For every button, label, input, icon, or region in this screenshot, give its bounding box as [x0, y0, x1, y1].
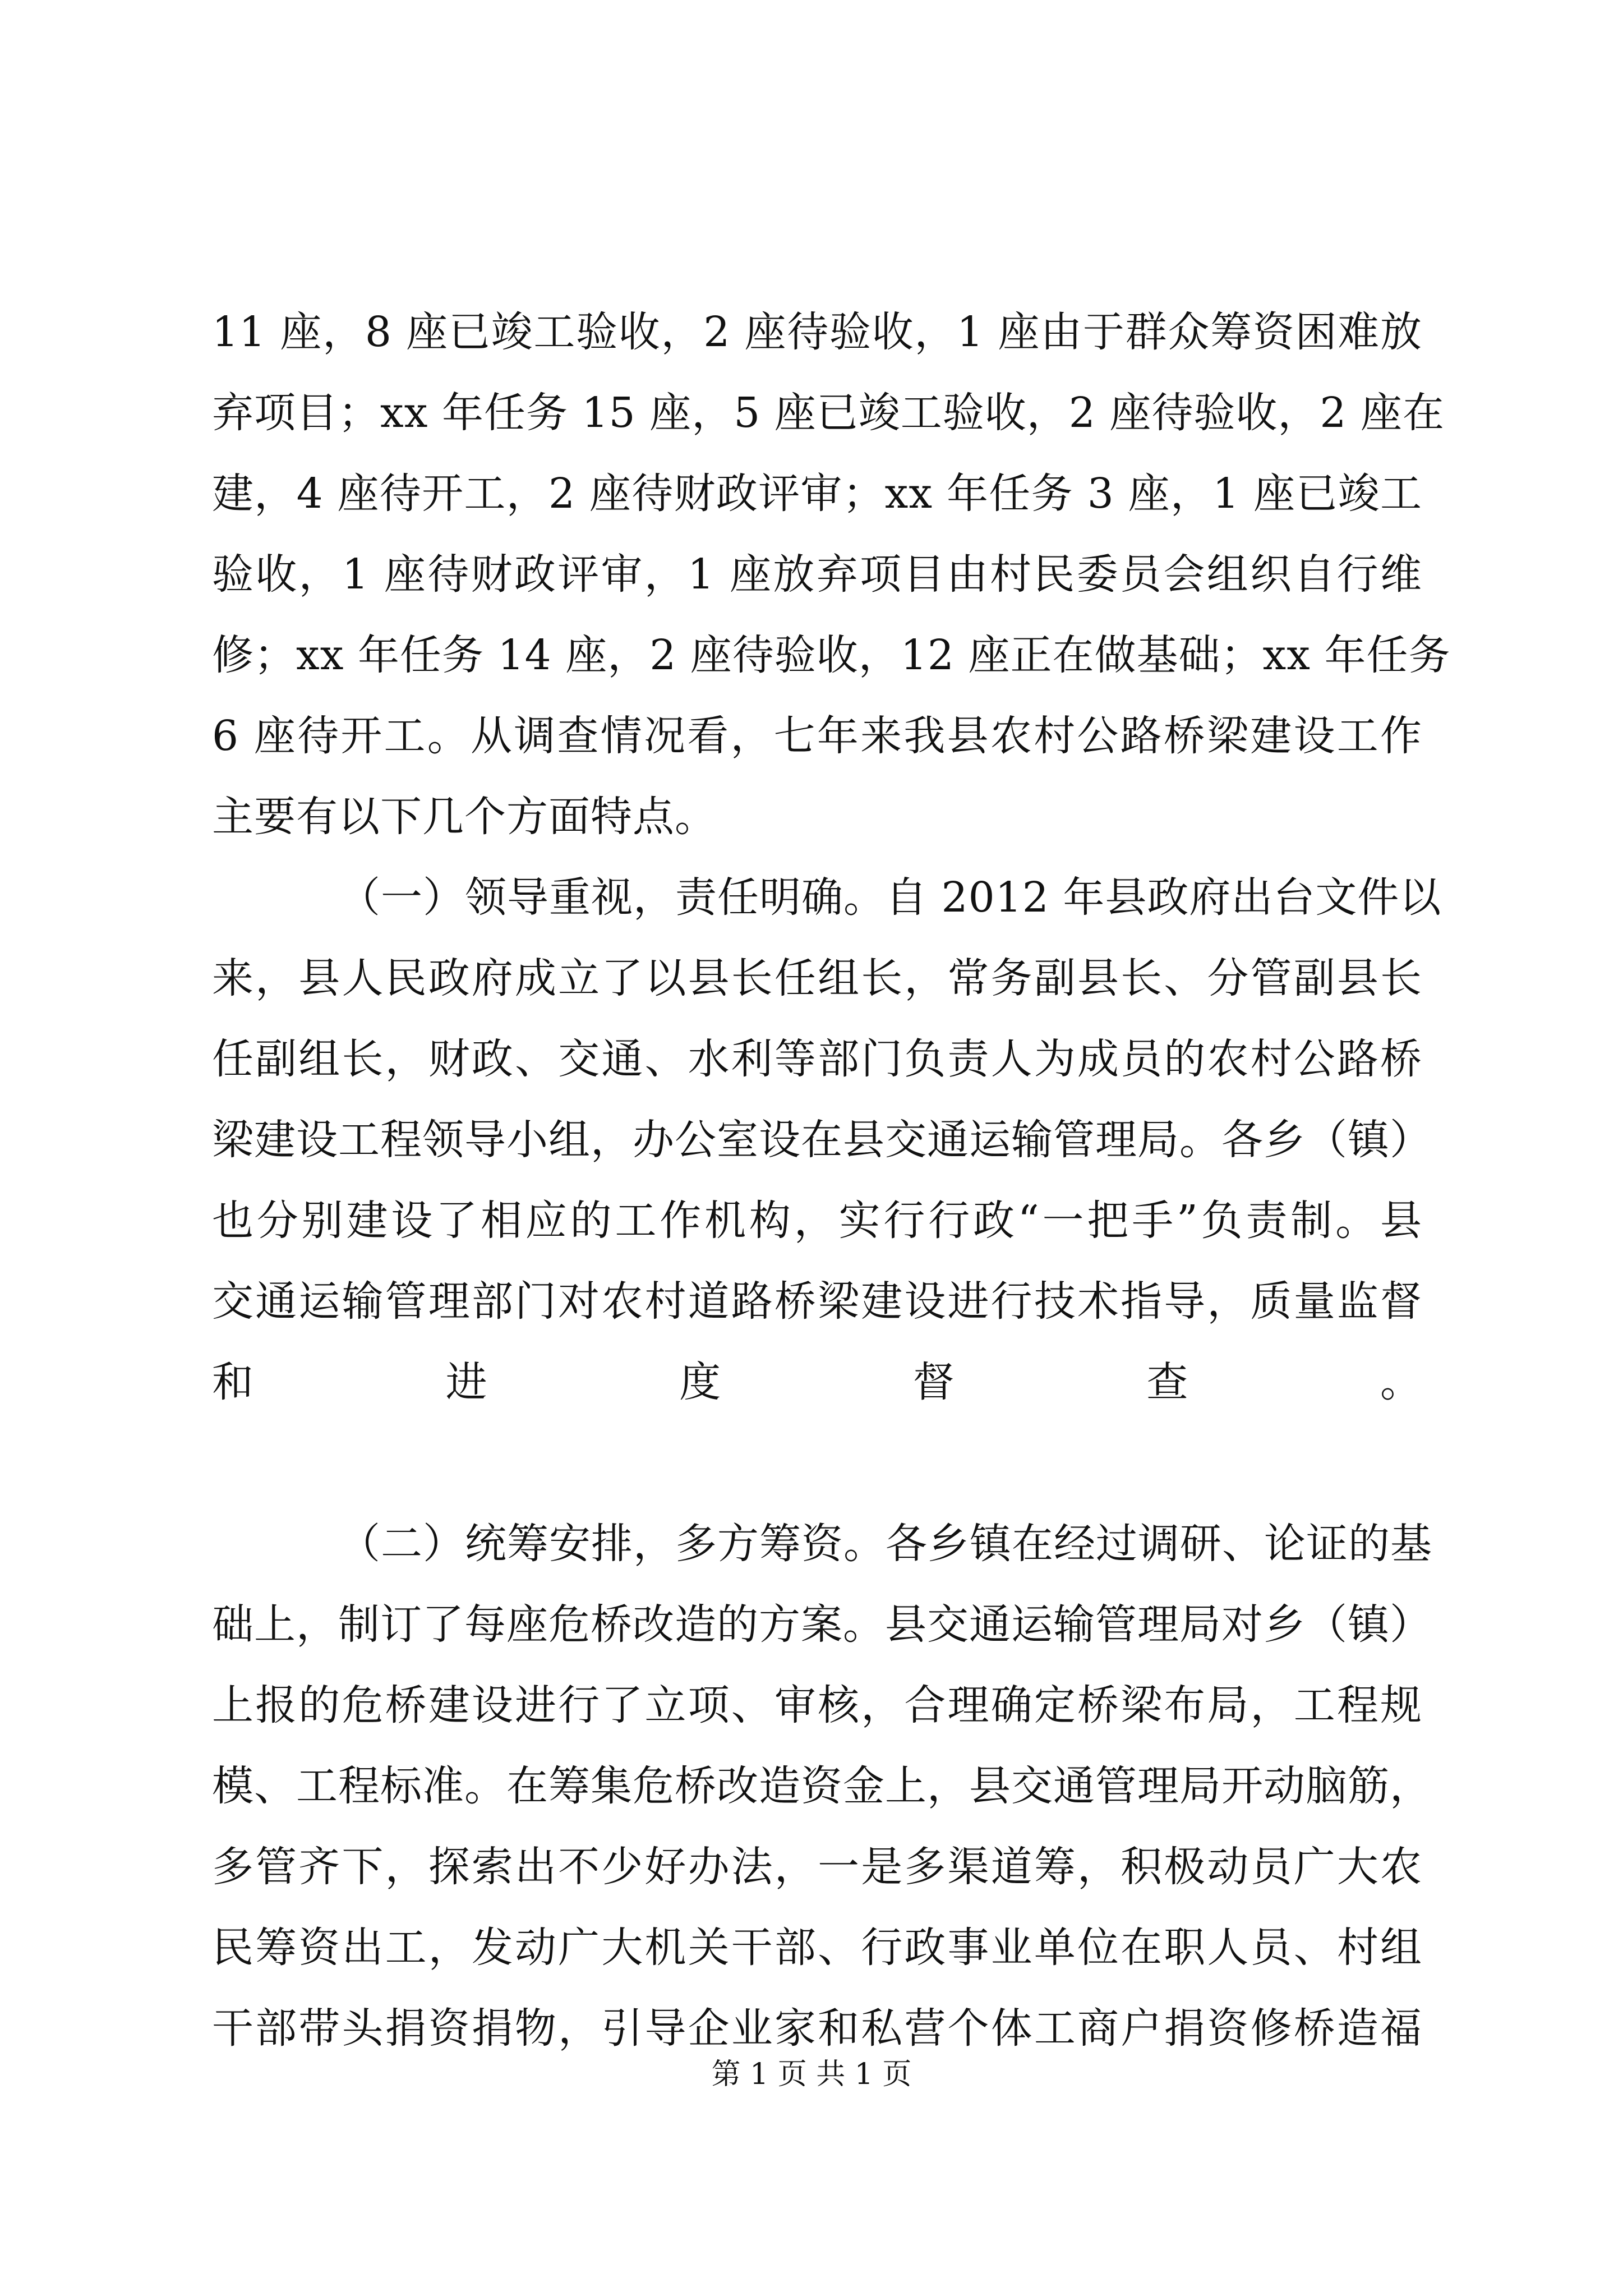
- text-line: 和进度督查。: [212, 1358, 1422, 1406]
- text-line: 民筹资出工，发动广大机关干部、行政事业单位在职人员、村组: [212, 1924, 1422, 1972]
- text-line: 干部带头捐资捐物，引导企业家和私营个体工商户捐资修桥造福: [212, 2004, 1422, 2053]
- text-line: 多管齐下，探索出不少好办法，一是多渠道筹，积极动员广大农: [212, 1843, 1422, 1891]
- text-line: 来，县人民政府成立了以县长任组长，常务副县长、分管副县长: [212, 954, 1422, 1002]
- text-line: 建，4 座待开工，2 座待财政评审；xx 年任务 3 座，1 座已竣工: [212, 470, 1422, 518]
- text-line: 11 座，8 座已竣工验收，2 座待验收，1 座由于群众筹资困难放: [212, 308, 1422, 356]
- text-line: 也分别建设了相应的工作机构，实行行政“一把手”负责制。县: [212, 1197, 1422, 1245]
- text-line: 任副组长，财政、交通、水利等部门负责人为成员的农村公路桥: [212, 1035, 1422, 1083]
- paragraph-heading-line: （二）统筹安排，多方筹资。各乡镇在经过调研、论证的基: [339, 1520, 1432, 1568]
- paragraph-heading-line: （一）领导重视，责任明确。自 2012 年县政府出台文件以: [339, 873, 1442, 922]
- text-line: 主要有以下几个方面特点。: [212, 793, 717, 841]
- text-line: 上报的危桥建设进行了立项、审核，合理确定桥梁布局，工程规: [212, 1681, 1422, 1729]
- text-line: [212, 1423, 1422, 1503]
- text-line: 修；xx 年任务 14 座，2 座待验收，12 座正在做基础；xx 年任务: [212, 631, 1451, 679]
- document-body: [212, 292, 1451, 2069]
- text-line: 交通运输管理部门对农村道路桥梁建设进行技术指导，质量监督: [212, 1277, 1422, 1326]
- text-line: 验收，1 座待财政评审，1 座放弃项目由村民委员会组织自行维: [212, 550, 1422, 599]
- text-line: 梁建设工程领导小组，办公室设在县交通运输管理局。各乡（镇）: [212, 1116, 1432, 1164]
- text-line: 6 座待开工。从调查情况看，七年来我县农村公路桥梁建设工作: [212, 712, 1422, 760]
- text-line: 础上，制订了每座危桥改造的方案。县交通运输管理局对乡（镇）: [212, 1600, 1432, 1649]
- text-line: 模、工程标准。在筹集危桥改造资金上，县交通管理局开动脑筋，: [212, 1762, 1432, 1810]
- text-line: 弃项目；xx 年任务 15 座，5 座已竣工验收，2 座待验收，2 座在: [212, 389, 1445, 437]
- page-footer: 第 1 页 共 1 页: [711, 2058, 912, 2091]
